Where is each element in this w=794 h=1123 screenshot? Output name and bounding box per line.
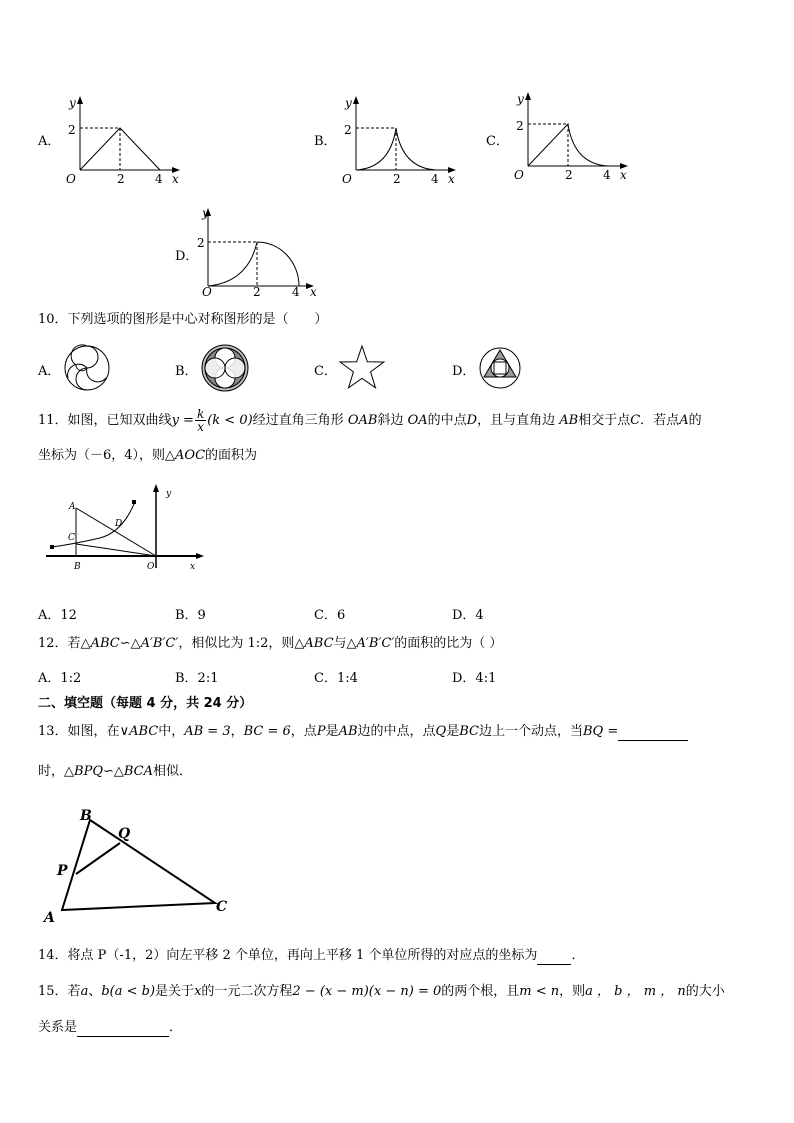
q10-option-a-label: A．	[38, 364, 61, 379]
q9-option-a-label: A．	[38, 134, 61, 149]
svg-text:2: 2	[117, 172, 125, 186]
q15-line1: 15．若a、b(a < b)是关于x的一元二次方程2 − (x − m)(x − n) = 0的两个根，且m < n，则a ， b ， m ， n的大小	[38, 984, 725, 999]
q10-option-a-figure	[62, 344, 112, 392]
svg-text:O: O	[202, 285, 212, 299]
svg-text:y: y	[345, 96, 352, 110]
q10-option-b-label: B．	[175, 364, 198, 379]
q10-option-d-figure	[478, 346, 524, 390]
q9-option-d-label: D．	[175, 249, 199, 264]
q13-line1: 13．如图，在∨ABC中，AB = 3，BC = 6，点P是AB边的中点，点Q是BC边上一个动点，当BQ =	[38, 723, 688, 741]
svg-text:y: y	[166, 489, 172, 499]
svg-text:2: 2	[197, 236, 205, 250]
q11-option-b: B．9	[175, 608, 206, 623]
q14-text: 14．将点 P（-1，2）向左平移 2 个单位，再向上平移 1 个单位所得的对应点的坐标为 ．	[38, 948, 585, 963]
q9-option-c-label: C．	[486, 134, 509, 149]
q10-option-c-label: C．	[314, 364, 337, 379]
svg-text:x: x	[172, 172, 179, 186]
q10-option-b-figure	[200, 344, 250, 392]
q11-line1: 11．如图，已知双曲线y = $\frac{k}{x}$ (k < 0)经过直角三角形 OAB斜边 OA的中点D，且与直角边 AB相交于点C．若点A的	[38, 407, 702, 434]
q12-option-a: A．1:2	[38, 671, 82, 686]
svg-text:x: x	[310, 285, 317, 299]
q10-option-c-figure	[338, 344, 388, 392]
q15-line2: 关系是 ．	[38, 1020, 183, 1035]
svg-text:C: C	[68, 533, 75, 543]
q12-option-b: B．2:1	[175, 671, 219, 686]
q11-fraction: $\frac{k}{x}$	[196, 407, 205, 434]
q12-option-c: C．1:4	[314, 671, 358, 686]
svg-text:P: P	[57, 863, 68, 879]
svg-text:x: x	[620, 168, 627, 182]
q9-option-d-graph	[186, 202, 326, 300]
svg-text:y: y	[69, 96, 76, 110]
svg-text:B: B	[80, 808, 92, 824]
section-title-fill-in: 二、填空题（每题 4 分，共 24 分）	[38, 696, 253, 711]
q13-answer-blank[interactable]	[618, 724, 688, 741]
svg-text:O: O	[147, 562, 155, 572]
q12-text: 12．若△ABC∽△A′B′C′，相似比为 1:2，则△ABC与△A′B′C′的面积的比为（ ）	[38, 636, 503, 651]
svg-text:4: 4	[431, 172, 439, 186]
q9-option-b-graph	[334, 92, 464, 187]
svg-text:B: B	[74, 562, 81, 572]
q10-text: 10．下列选项的图形是中心对称图形的是（ ）	[38, 312, 328, 327]
svg-text:y: y	[202, 206, 209, 220]
q12-option-d: D．4:1	[452, 671, 497, 686]
svg-text:x: x	[448, 172, 455, 186]
q9-option-b-label: B．	[314, 134, 337, 149]
svg-text:A: A	[44, 910, 55, 925]
q11-option-a: A．12	[38, 608, 77, 623]
svg-text:2: 2	[516, 119, 524, 133]
svg-text:A: A	[69, 502, 76, 512]
svg-text:x: x	[190, 562, 196, 572]
q11-option-c: C．6	[314, 608, 346, 623]
q11-line2: 坐标为（－6，4），则△AOC的面积为	[38, 448, 258, 463]
q9-option-c-graph	[506, 88, 636, 183]
svg-text:y: y	[517, 92, 524, 106]
svg-text:4: 4	[292, 285, 300, 299]
q11-figure	[44, 480, 214, 575]
q9-option-a-graph	[58, 92, 188, 187]
svg-text:2: 2	[393, 172, 401, 186]
q15-answer-blank[interactable]	[77, 1022, 169, 1037]
q10-option-d-label: D．	[452, 364, 476, 379]
q14-answer-blank[interactable]	[537, 950, 571, 965]
q11-option-d: D．4	[452, 608, 484, 623]
q13-figure	[40, 800, 240, 925]
svg-text:O: O	[514, 168, 524, 182]
svg-text:C: C	[216, 899, 228, 915]
svg-text:O: O	[342, 172, 352, 186]
svg-text:D: D	[115, 519, 123, 529]
svg-text:2: 2	[253, 285, 261, 299]
svg-text:4: 4	[603, 168, 611, 182]
svg-text:2: 2	[344, 123, 352, 137]
svg-text:4: 4	[155, 172, 163, 186]
svg-text:2: 2	[565, 168, 573, 182]
svg-text:O: O	[66, 172, 76, 186]
svg-text:2: 2	[68, 123, 76, 137]
svg-text:Q: Q	[118, 826, 131, 842]
q13-line2: 时，△BPQ∽△BCA相似．	[38, 764, 193, 779]
